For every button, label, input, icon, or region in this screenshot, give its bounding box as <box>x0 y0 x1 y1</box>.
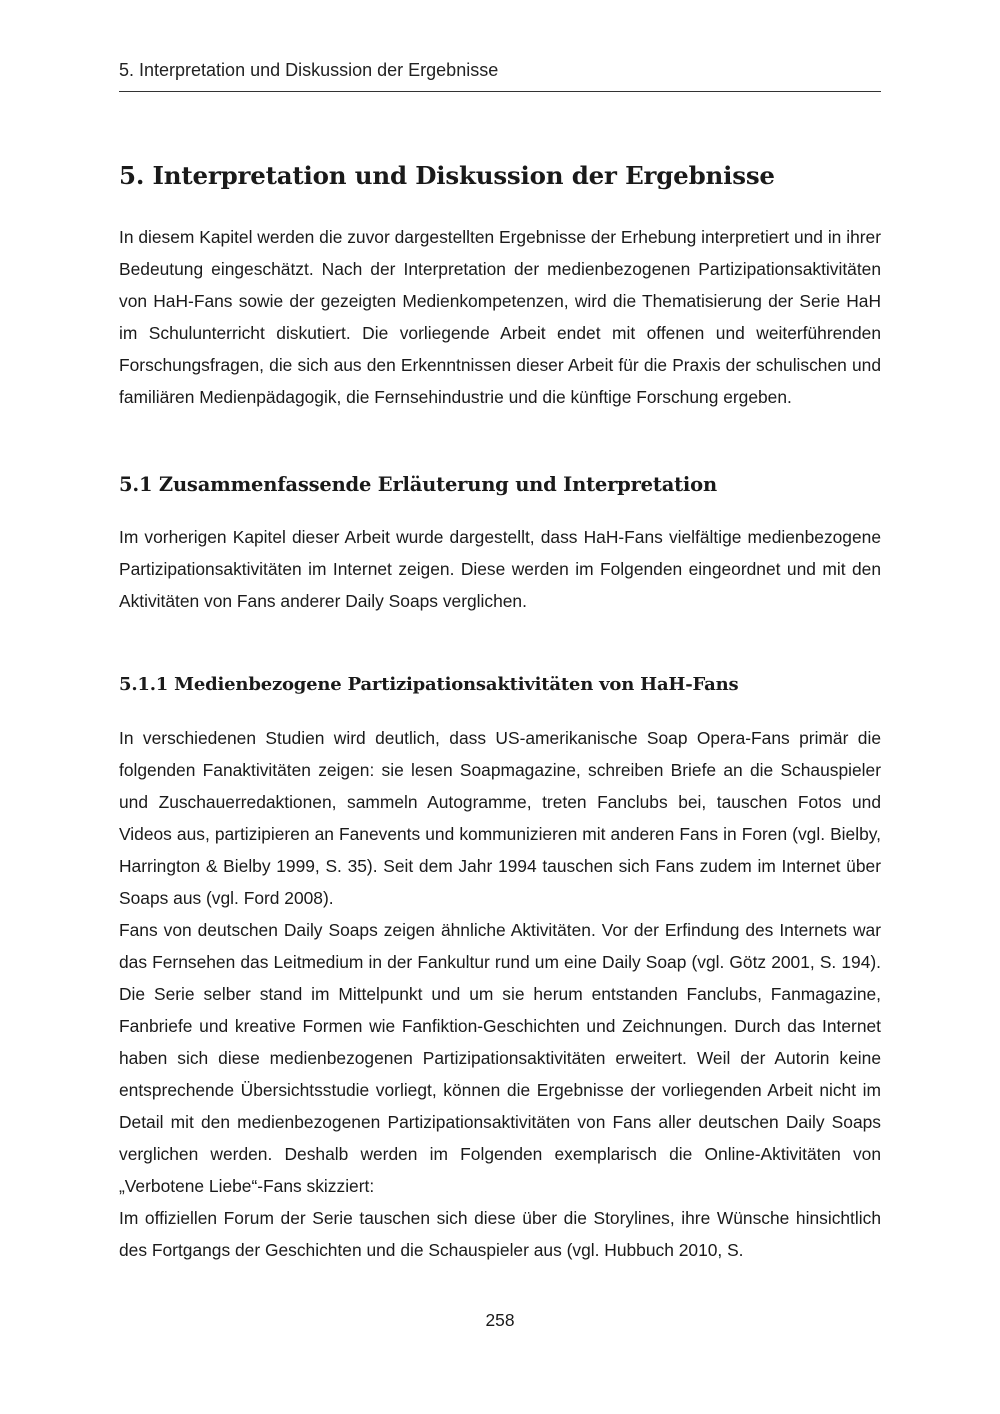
section-5-1-1-heading: 5.1.1 Medienbezogene Partizipationsaktivitäten von HaH-Fans <box>119 674 739 695</box>
section-5-1-1-paragraph-1: In verschiedenen Studien wird deutlich, dass US-amerikanische Soap Opera-Fans primär die folgenden Fanaktivitäten zeigen: sie lesen Soapmagazine, schreiben Briefe an die Schauspieler und Zuschauerredaktionen, sammeln Autogramme, treten Fanclubs bei, tauschen Fotos und Videos aus, partizipieren an Fanevents und kommunizieren mit anderen Fans in Foren (vgl. Bielby, Harrington & Bielby 1999, S. 35). Seit dem Jahr 1994 tauschen sich Fans zudem im Internet über Soaps aus (vgl. Ford 2008). <box>119 728 881 908</box>
section-5-1-heading: 5.1 Zusammenfassende Erläuterung und Interpretation <box>119 473 717 496</box>
page-number: 258 <box>485 1310 515 1330</box>
running-header: 5. Interpretation und Diskussion der Ergebnisse <box>119 60 499 80</box>
section-5-1-1-paragraph-3: Im offiziellen Forum der Serie tauschen sich diese über die Storylines, ihre Wünsche hinsichtlich des Fortgangs der Geschichten und die Schauspieler aus (vgl. Hubbuch 2010, S. <box>119 1208 881 1260</box>
section-5-1-paragraph: Im vorherigen Kapitel dieser Arbeit wurde dargestellt, dass HaH-Fans vielfältige medienbezogene Partizipationsaktivitäten im Internet zeigen. Diese werden im Folgenden eingeordnet und mit den Aktivitäten von Fans anderer Daily Soaps verglichen. <box>119 527 881 611</box>
chapter-intro-paragraph: In diesem Kapitel werden die zuvor dargestellten Ergebnisse der Erhebung interpretiert und in ihrer Bedeutung eingeschätzt. Nach der Interpretation der medienbezogenen Partizipationsaktivitäten von HaH-Fans sowie der gezeigten Medienkompetenzen, wird die Thematisierung der Serie HaH im Schulunterricht diskutiert. Die vorliegende Arbeit endet mit offenen und weiterführenden Forschungsfragen, die sich aus den Erkenntnissen dieser Arbeit für die Praxis der schulischen und familiären Medienpädagogik, die Fernsehindustrie und die künftige Forschung ergeben. <box>119 227 881 407</box>
header-divider <box>119 91 881 92</box>
chapter-title: 5. Interpretation und Diskussion der Ergebnisse <box>119 161 775 190</box>
section-5-1-1-paragraph-2: Fans von deutschen Daily Soaps zeigen ähnliche Aktivitäten. Vor der Erfindung des Internets war das Fernsehen das Leitmedium in der Fankultur rund um eine Daily Soap (vgl. Götz 2001, S. 194). Die Serie selber stand im Mittelpunkt und um sie herum entstanden Fanclubs, Fanmagazine, Fanbriefe und kreative Formen wie Fanfiktion-Geschichten und Zeichnungen. Durch das Internet haben sich diese medienbezogenen Partizipationsaktivitäten erweitert. Weil der Autorin keine entsprechende Übersichtsstudie vorliegt, können die Ergebnisse der vorliegenden Arbeit nicht im Detail mit den medienbezogenen Partizipationsaktivitäten von Fans aller deutschen Daily Soaps verglichen werden. Deshalb werden im Folgenden exemplarisch die Online-Aktivitäten von „Verbotene Liebe“-Fans skizziert: <box>119 920 881 1196</box>
page-body <box>119 150 881 1266</box>
